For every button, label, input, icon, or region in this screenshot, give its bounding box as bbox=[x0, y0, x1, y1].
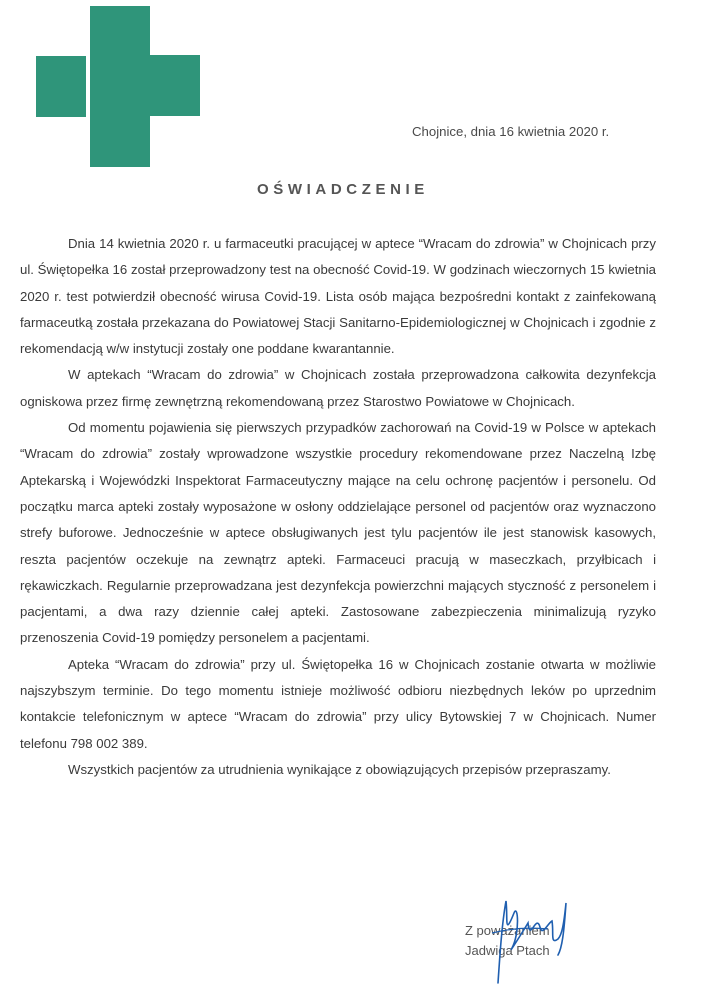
cross-vertical-bar bbox=[90, 6, 150, 167]
paragraph: Dnia 14 kwietnia 2020 r. u farmaceutki pracującej w aptece “Wracam do zdrowia” w Chojnicach przy ul. Świętopełka 16 został przeprowadzony test na obecność Covid-19. W godzinach wieczornych 15 kwietnia 2020 r. test potwierdził obecność wirusa Covid-19. Lista osób mająca bezpośredni kontakt z zainfekowaną farmaceutką została przekazana do Powiatowej Stacji Sanitarno-Epidemiologicznej w Chojnicach i zgodnie z rekomendacją w/w instytucji zostały one poddane kwarantannie. bbox=[20, 236, 656, 357]
cross-left-square bbox=[36, 56, 86, 117]
closing-text: Z poważaniem bbox=[465, 923, 550, 938]
paragraph: Wszystkich pacjentów za utrudnienia wynikające z obowiązujących przepisów przepraszamy. bbox=[68, 761, 611, 777]
cross-right-arm bbox=[150, 55, 200, 116]
document-title: OŚWIADCZENIE bbox=[257, 181, 429, 198]
document-body bbox=[20, 231, 656, 783]
paragraph: Apteka “Wracam do zdrowia” przy ul. Świętopełka 16 w Chojnicach zostanie otwarta w możliwie najszybszym terminie. Do tego momentu istnieje możliwość odbioru niezbędnych leków po uprzednim kontakcie telefonicznym w aptece “Wracam do zdrowia” przy ulicy Bytowskiej 7 w Chojnicach. Numer telefonu 798 002 389. bbox=[20, 656, 656, 751]
paragraph: Od momentu pojawienia się pierwszych przypadków zachorowań na Covid-19 w Polsce w aptekach “Wracam do zdrowia” zostały wprowadzone wszystkie procedury rekomendowane przez Naczelną Izbę Aptekarską i Wojewódzki Inspektorat Farmaceutyczny mające na celu ochronę pacjentów i personelu. Od początku marca apteki zostały wyposażone w osłony oddzielające personel od pacjentów oraz wyznaczono strefy buforowe. Jednocześnie w aptece obsługiwanych jest tylu pacjentów ile jest stanowisk kasowych, reszta pacjentów oczekuje na zewnątrz apteki. Farmaceuci pracują w maseczkach, przyłbicach i rękawiczkach. Regularnie przeprowadzana jest dezynfekcja powierzchni mających styczność z personelem i pacjentami, a dwa razy dziennie całej apteki. Zastosowane zabezpieczenia minimalizują ryzyko przenoszenia Covid-19 pomiędzy personelem a pacjentami. bbox=[20, 420, 656, 646]
signer-name: Jadwiga Ptach bbox=[465, 943, 550, 958]
place-date: Chojnice, dnia 16 kwietnia 2020 r. bbox=[412, 124, 610, 139]
handwritten-signature bbox=[478, 893, 578, 988]
pharmacy-cross-logo bbox=[0, 0, 220, 175]
paragraph: W aptekach “Wracam do zdrowia” w Chojnicach została przeprowadzona całkowita dezynfekcja ogniskowa przez firmę zewnętrzną rekomendowaną przez Starostwo Powiatowe w Chojnicach. bbox=[20, 367, 656, 409]
